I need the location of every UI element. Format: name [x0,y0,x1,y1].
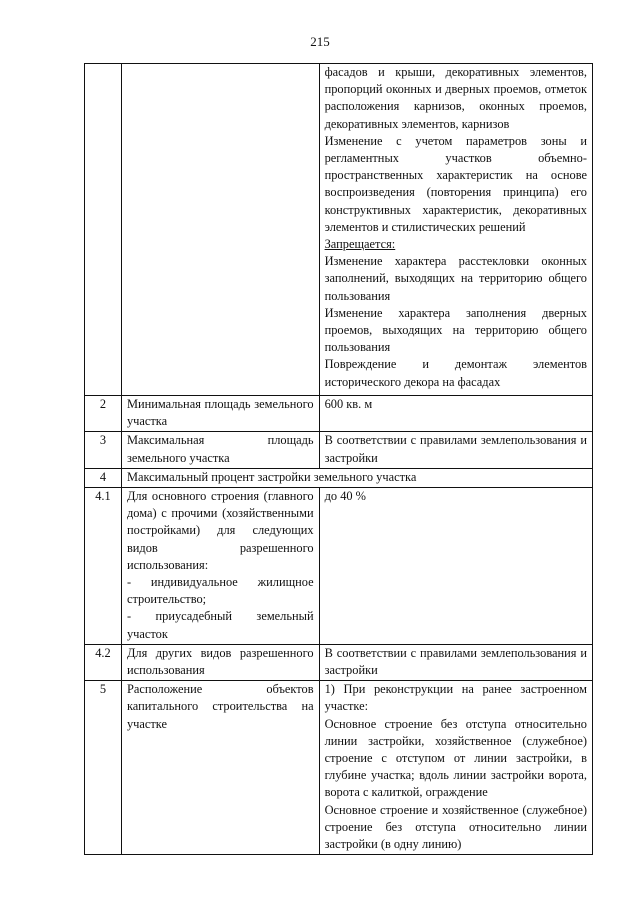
parameter-value [319,64,592,396]
forbidden-heading: Запрещается: [324,237,396,252]
parameter-name: Расположение объектов капитального строительства на участке [121,681,319,855]
parameter-name [121,64,319,396]
row-number: 4 [85,468,122,487]
forbidden-item: Повреждение и демонтаж элементов исторического декора на фасадах [324,357,587,389]
table-row [85,644,593,680]
parameter-value: В соответствии с правилами землепользования и застройки [319,644,592,680]
forbidden-item: Изменение характера заполнения дверных проемов, выходящих на территорию общего пользования [324,305,587,355]
parameter-name-text: Для основного строения (главного дома) с прочими (хозяйственными постройками) для следующих видов разрешенного использования: [126,489,314,572]
table-row [85,396,593,432]
section-heading: Максимальный процент застройки земельного участка [121,468,592,487]
parameter-name: Для других видов разрешенного использования [121,644,319,680]
value-paragraph: фасадов и крыши, декоративных элементов, пропорций оконных и дверных проемов, отметок расположения карнизов, оконных проемов, декоративных элементов, карнизов [324,65,587,131]
value-paragraph: 1) При реконструкции на ранее застроенном участке: [324,682,587,714]
row-number: 3 [85,432,122,468]
parameter-value: 600 кв. м [319,396,592,432]
regulations-table [84,63,593,855]
table-row [85,488,593,645]
parameter-name [121,488,319,645]
page-number: 215 [310,34,330,49]
parameter-name: Максимальная площадь земельного участка [121,432,319,468]
parameter-value: В соответствии с правилами землепользования и застройки [319,432,592,468]
table-row [85,468,593,487]
row-number: 4.1 [85,488,122,645]
list-item: - приусадебный земельный участок [126,609,314,641]
table-row [85,432,593,468]
parameter-value [319,681,592,855]
row-number [85,64,122,396]
parameter-value: до 40 % [319,488,592,645]
table-row [85,64,593,396]
value-paragraph: Основное строение без отступа относительно линии застройки, хозяйственное (служебное) строение с отступом от линии застройки, в глубине участка; вдоль линии застройки ворота, ворота с калиткой, ограждение [324,716,587,800]
value-paragraph: Основное строение и хозяйственное (служебное) строение без отступа относительно линии застройки (в одну линию) [324,802,587,852]
forbidden-item: Изменение характера расстекловки оконных заполнений, выходящих на территорию общего пользования [324,254,587,303]
parameter-name: Минимальная площадь земельного участка [121,396,319,432]
list-item: - индивидуальное жилищное строительство; [126,575,314,607]
value-paragraph: Изменение с учетом параметров зоны и регламентных участков объемно-пространственных характеристик на основе воспроизведения (повторения принципа) его конструктивных характеристик, декоративных элементов и стилистических решений [324,133,587,234]
row-number: 4.2 [85,644,122,680]
row-number: 2 [85,396,122,432]
table-row [85,681,593,855]
row-number: 5 [85,681,122,855]
